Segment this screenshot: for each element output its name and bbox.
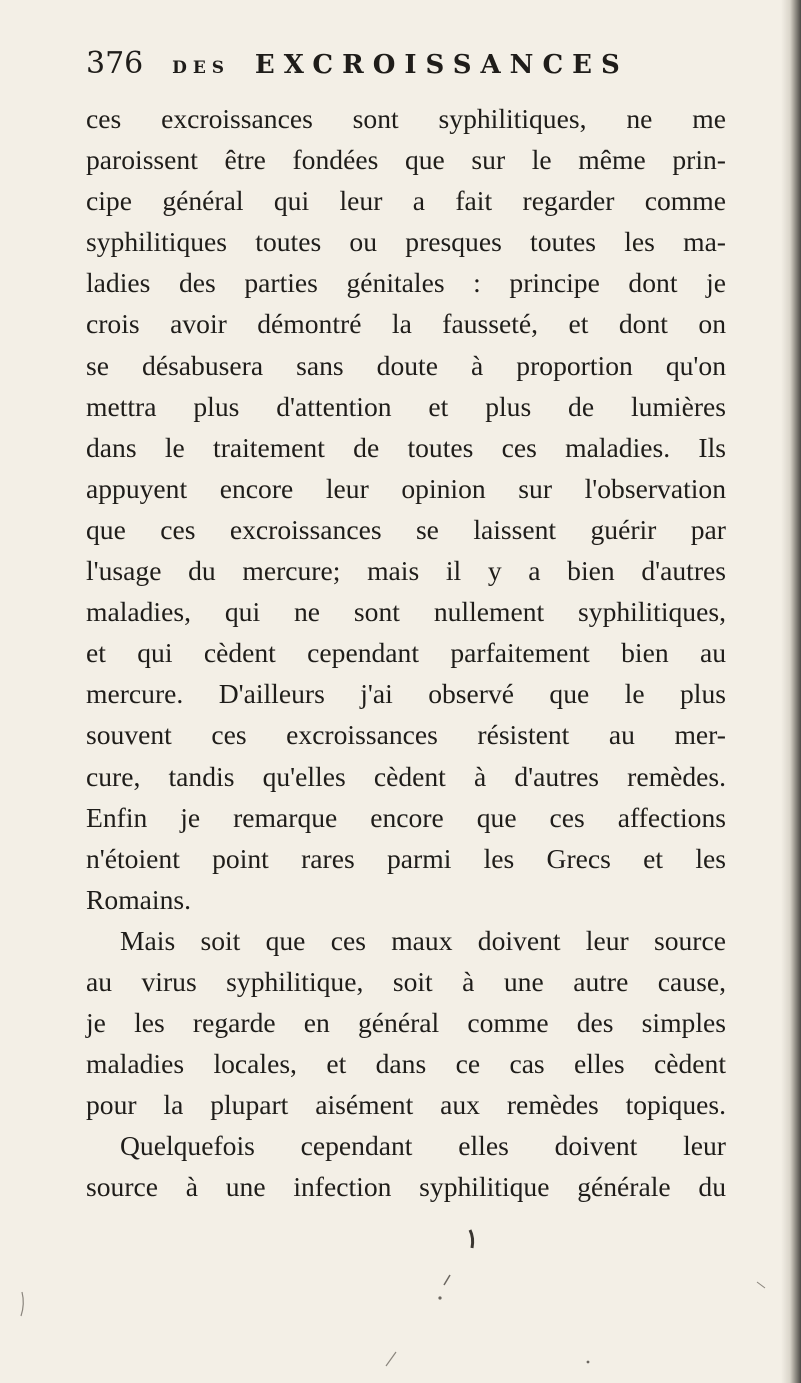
text-line: mettra plus d'attention et plus de lumières — [86, 390, 726, 422]
text-line: cure, tandis qu'elles cèdent à d'autres remèdes. — [86, 760, 726, 792]
text-line: que ces excroissances se laissent guérir par — [86, 513, 726, 545]
text-line: au virus syphilitique, soit à une autre cause, — [86, 965, 726, 997]
text-line: mercure. D'ailleurs j'ai observé que le plus — [86, 678, 726, 710]
text-line: et qui cèdent cependant parfaitement bien au — [86, 637, 726, 669]
text-line: Enfin je remarque encore que ces affections — [86, 801, 726, 833]
text-line: source à une infection syphilitique générale du — [86, 1171, 726, 1203]
page-number: 376 — [86, 46, 144, 81]
text-line: Quelquefois cependant elles doivent leur — [120, 1130, 726, 1162]
text-line: cipe général qui leur a fait regarder comme — [86, 185, 726, 217]
text-line: Mais soit que ces maux doivent leur source — [120, 924, 726, 956]
text-line: Romains. — [86, 883, 192, 915]
text-line: n'étoient point rares parmi les Grecs et les — [86, 842, 726, 874]
text-line: syphilitiques toutes ou presques toutes les ma- — [86, 226, 726, 258]
text-line: se désabusera sans doute à proportion qu'on — [86, 349, 726, 381]
running-head-article: DES — [172, 58, 231, 78]
text-line: ladies des parties génitales : principe dont je — [86, 267, 726, 299]
text-line: maladies locales, et dans ce cas elles cèdent — [86, 1048, 726, 1080]
text-line: crois avoir démontré la fausseté, et dont on — [86, 308, 726, 340]
text-line: dans le traitement de toutes ces maladies. Ils — [86, 431, 726, 463]
running-head-title: EXCROISSANCES — [254, 50, 629, 80]
text-line: l'usage du mercure; mais il y a bien d'autres — [86, 555, 726, 587]
text-line: souvent ces excroissances résistent au mer- — [86, 719, 726, 751]
text-line: je les regarde en général comme des simples — [86, 1007, 726, 1039]
text-line: pour la plupart aisément aux remèdes topiques. — [86, 1089, 726, 1121]
text-line: paroissent être fondées que sur le même prin- — [86, 144, 726, 176]
text-line: appuyent encore leur opinion sur l'observation — [86, 472, 726, 504]
text-line: maladies, qui ne sont nullement syphilitiques, — [86, 596, 726, 628]
text-line: ces excroissances sont syphilitiques, ne me — [86, 103, 726, 134]
